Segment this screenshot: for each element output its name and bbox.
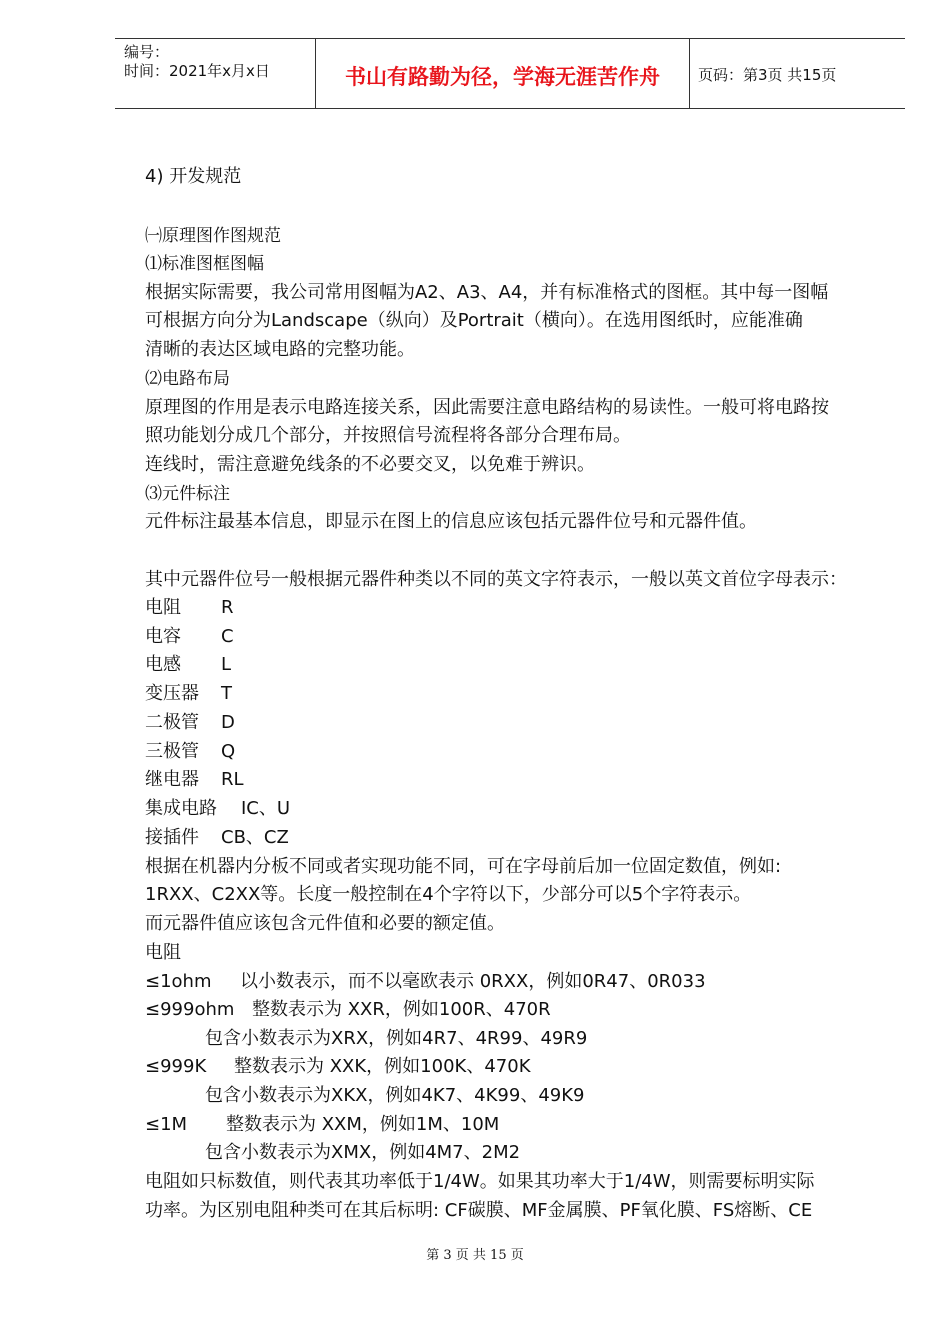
designator-code: Q: [221, 741, 236, 762]
designator-row: [145, 682, 232, 706]
page-footer: 第 3 页 共 15 页: [426, 1248, 524, 1263]
designator-row: [145, 653, 231, 677]
page-header: [115, 38, 905, 109]
resistor-rule-indent: 包含小数表示为XMX，例如4M7、2M2: [205, 1142, 521, 1163]
power-paragraph-line: 功率。为区别电阻种类可在其后标明: CF碳膜、MF金属膜、PF氧化膜、FS熔断、CE: [145, 1200, 813, 1221]
header-motto: 书山有路勤为径，学海无涯苦作舟: [345, 64, 660, 89]
designator-code: CB、CZ: [221, 827, 289, 848]
header-page-cell: [690, 39, 905, 108]
designator-name: 集成电路: [145, 798, 217, 819]
designator-name: 电容: [145, 626, 181, 647]
designator-code: RL: [221, 769, 244, 790]
resistor-rule: [145, 1055, 531, 1079]
header-meta-cell: [115, 39, 316, 108]
item1-title: ⑴标准图框图幅: [145, 254, 264, 274]
prefix-paragraph-line: 而元器件值应该包含元件值和必要的额定值。: [145, 913, 505, 934]
resistor-rule-text: 整数表示为 XXK，例如100K、470K: [234, 1056, 531, 1077]
resistor-range: ≤999K: [145, 1056, 207, 1077]
header-page-info: 页码：第3页 共15页: [698, 66, 837, 84]
header-motto-cell: [316, 39, 690, 108]
resistor-rule: [145, 970, 706, 994]
resistor-rule-text: 整数表示为 XXR，例如100R、470R: [252, 999, 551, 1020]
item2-paragraph-line: 原理图的作用是表示电路连接关系，因此需要注意电路结构的易读性。一般可将电路按: [145, 397, 829, 418]
designator-code: D: [221, 712, 235, 733]
section-title: 4) 开发规范: [145, 166, 242, 187]
designator-code: C: [221, 626, 234, 647]
item2-paragraph-line: 照功能划分成几个部分，并按照信号流程将各部分合理布局。: [145, 425, 631, 446]
designator-row: [145, 596, 234, 620]
item1-paragraph-line: 可根据方向分为Landscape（纵向）及Portrait（横向）。在选用图纸时，应能准确: [145, 310, 803, 331]
item3-paragraph: 元件标注最基本信息，即显示在图上的信息应该包括元器件位号和元器件值。: [145, 511, 757, 532]
designator-name: 二极管: [145, 712, 199, 733]
item1-paragraph-line: 根据实际需要，我公司常用图幅为A2、A3、A4，并有标准格式的图框。其中每一图幅: [145, 282, 829, 303]
resistor-rule-indent: 包含小数表示为XRX，例如4R7、4R99、49R9: [205, 1028, 588, 1049]
designator-row: [145, 797, 290, 821]
designator-name: 三极管: [145, 741, 199, 762]
designator-code: L: [221, 654, 232, 675]
designator-name: 继电器: [145, 769, 199, 790]
power-paragraph-line: 电阻如只标数值，则代表其功率低于1/4W。如果其功率大于1/4W，则需要标明实际: [145, 1171, 815, 1192]
prefix-paragraph-line: 根据在机器内分板不同或者实现功能不同，可在字母前后加一位固定数值，例如:: [145, 856, 782, 877]
designator-name: 变压器: [145, 683, 199, 704]
resistor-rule-text: 整数表示为 XXM，例如1M、10M: [226, 1114, 500, 1135]
designator-code: IC、U: [241, 798, 291, 819]
resistor-range: ≤1M: [145, 1114, 188, 1135]
designator-intro: 其中元器件位号一般根据元器件种类以不同的英文字符表示，一般以英文首位字母表示：: [145, 569, 847, 590]
item3-title: ⑶元件标注: [145, 484, 230, 504]
designator-code: T: [221, 683, 232, 704]
designator-row: [145, 711, 235, 735]
designator-name: 电阻: [145, 597, 181, 618]
header-number-label: 编号：: [124, 43, 170, 61]
designator-name: 接插件: [145, 827, 199, 848]
item2-paragraph-line: 连线时，需注意避免线条的不必要交叉，以免难于辨识。: [145, 454, 595, 475]
subsection-title: ㈠原理图作图规范: [145, 226, 281, 246]
designator-code: R: [221, 597, 234, 618]
item1-paragraph-line: 清晰的表达区域电路的完整功能。: [145, 339, 415, 360]
resistor-rule: [145, 998, 551, 1022]
resistor-rule: [145, 1113, 499, 1137]
prefix-paragraph-line: 1RXX、C2XX等。长度一般控制在4个字符以下，少部分可以5个字符表示。: [145, 884, 752, 905]
designator-name: 电感: [145, 654, 181, 675]
designator-row: [145, 625, 234, 649]
resistor-range: ≤999ohm: [145, 999, 235, 1020]
resistor-range: ≤1ohm: [145, 971, 212, 992]
header-time-label: 时间：2021年x月x日: [124, 62, 270, 80]
resistor-heading: 电阻: [145, 942, 181, 963]
designator-row: [145, 768, 244, 792]
resistor-rule-indent: 包含小数表示为XKX，例如4K7、4K99、49K9: [205, 1085, 585, 1106]
designator-row: [145, 826, 289, 850]
item2-title: ⑵电路布局: [145, 369, 230, 389]
resistor-rule-text: 以小数表示，而不以毫欧表示 0RXX，例如0R47、0R033: [240, 971, 706, 992]
designator-row: [145, 740, 235, 764]
